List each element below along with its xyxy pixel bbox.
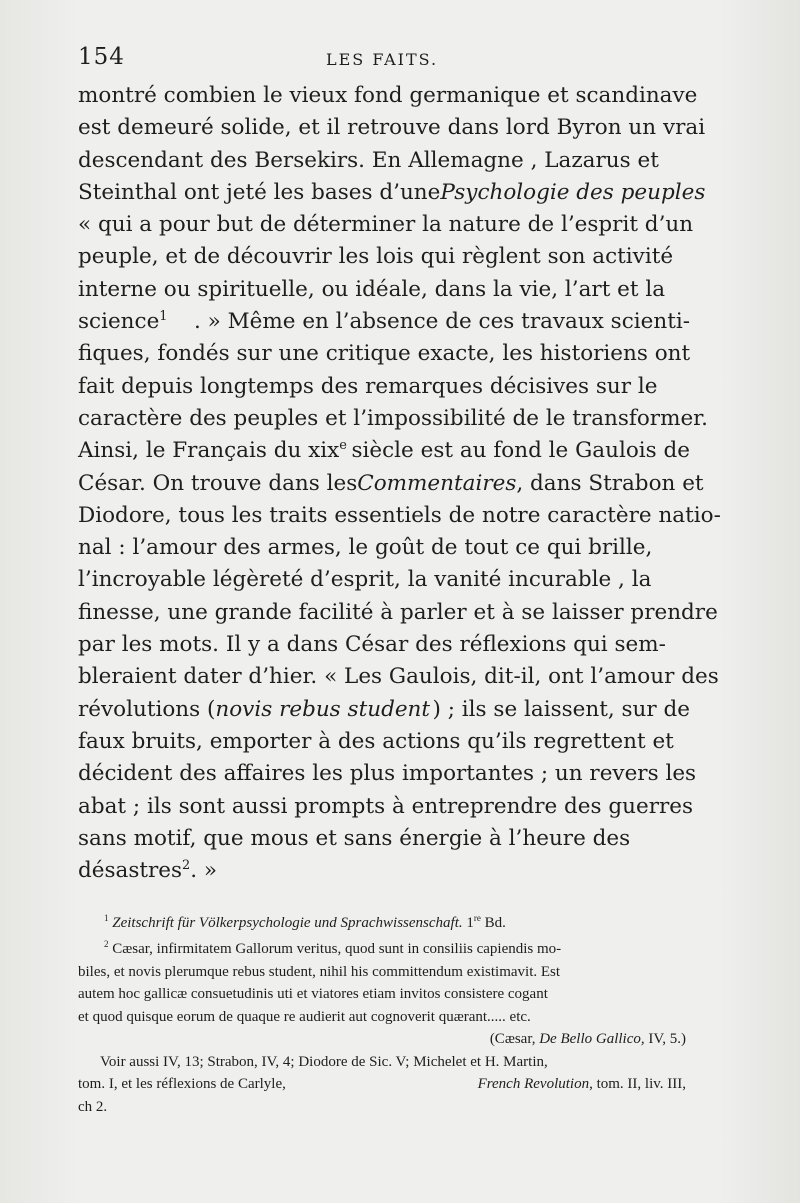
text-line-content: science (78, 309, 160, 335)
text-line (78, 629, 690, 661)
text-line-content: abat ; ils sont aussi prompts à entreprendre des guerres (78, 793, 694, 819)
text-line (78, 468, 704, 500)
text-line (78, 597, 718, 629)
text-line (78, 209, 694, 241)
text-line-content: montré combien le vieux fond germanique et scandinave (78, 83, 698, 108)
text-line-content: sans motif, que mous et sans énergie à l’heure des (78, 825, 631, 851)
text-line-content: . » Même en l’absence de ces travaux scienti- (193, 309, 690, 335)
text-line (78, 564, 690, 596)
text-line-content: désastres (78, 858, 183, 884)
footnote-title: Zeitschrift für Völkerpsychologie und Sprachwissenschaft. (112, 915, 463, 931)
text-line-content: , dans Strabon et (516, 470, 704, 496)
text-line (78, 661, 719, 693)
text-line-content: Ainsi, le Français du xix (78, 438, 340, 464)
text-line-content: décident des affaires les plus importantes ; un revers les (78, 761, 697, 787)
footnote-line: ch 2. (78, 1098, 108, 1115)
footnote-line: Cæsar, infirmitatem Gallorum veritus, quod sunt in consiliis capiendis mo- (112, 941, 562, 957)
text-line-content: par les mots. Il y a dans César des réflexions qui sem- (78, 632, 666, 658)
footnote-ref-1: 1 (159, 308, 168, 324)
text-line (78, 145, 690, 177)
footnote-title: French Revolution (477, 1076, 590, 1092)
text-line-content: bleraient dater d’hier. « Les Gaulois, dit-il, ont l’amour des (78, 664, 719, 690)
body-text (78, 80, 721, 887)
footnote-line: autem hoc gallicæ consuetudinis uti et viatores etiam invitos consistere cogant (78, 986, 548, 1002)
footnote-2: $^2$ Cæsar, infirmitatem Gallorum veritus, quod sunt in consiliis capiendis mo- biles, et novis plerumque rebus student, nihil his committendum existimavit. Est autem hoc gallicæ consuetudinis uti et viatores etiam invitos consistere cogant et quod quisque eorum de quaque re audierit aut cognoverit quærant..... etc. (Cæsar, De Bello Gallico, IV, 5.) Voir aussi IV, 13; Strabon, IV, 4; Diodore de Sic. V; Michelet et H. Martin, tom. I, et les réflexions de Carlyle, French Revolution, tom. II, liv. III, ch 2. (78, 938, 686, 1118)
footnote-ref-2: 2 (182, 857, 191, 873)
running-head: LES FAITS. (326, 50, 439, 69)
footnote-citation: (Cæsar, De Bello Gallico, IV, 5.) (489, 1031, 686, 1047)
text-line-content: finesse, une grande facilité à parler et à se laisser prendre (78, 599, 718, 625)
text-line-content: peuple, et de découvrir les lois qui règlent son activité (78, 244, 674, 270)
text-line-content: César. On trouve dans les (78, 470, 358, 496)
text-line-content: . » (190, 858, 218, 884)
text-line-content: révolutions ( (78, 696, 216, 722)
footnote-line: et quod quisque eorum de quaque re audierit aut cognoverit quærant..... etc. (78, 1008, 531, 1025)
text-line-content: interne ou spirituelle, ou idéale, dans la vie, l’art et la (78, 276, 666, 302)
text-line-content: fiques, fondés sur une critique exacte, les historiens ont (78, 341, 691, 367)
superscript: e (339, 438, 347, 454)
text-line (78, 403, 708, 435)
text-line-content: caractère des peuples et l’impossibilité de le transformer. (78, 405, 708, 431)
footnote-line: tom. I, et les réflexions de Carlyle, (78, 1076, 286, 1092)
text-line-content: est demeuré solide, et il retrouve dans lord Byron un vrai (78, 115, 706, 141)
text-line-content: ) ; ils se laissent, sur de (432, 696, 690, 722)
text-line (78, 338, 690, 370)
footnote-line: biles, et novis plerumque rebus student, nihil his committendum existimavit. Est (78, 963, 561, 980)
text-line-content: faux bruits, emporter à des actions qu’ils regrettent et (78, 728, 674, 754)
italic-title: Commentaires (357, 470, 517, 496)
text-line-content: descendant des Bersekirs. En Allemagne , Lazarus et (78, 147, 659, 173)
text-line (78, 177, 706, 209)
italic-quote: novis rebus student (215, 696, 431, 722)
footnote-mark: 2 (104, 939, 109, 949)
text-line (78, 532, 690, 564)
text-line-content: fait depuis longtemps des remarques décisives sur le (78, 373, 658, 399)
text-line-content: nal : l’amour des armes, le goût de tout ce qui brille, (78, 535, 653, 561)
text-line (78, 726, 690, 758)
italic-title: Psychologie des peuples (440, 179, 706, 205)
text-line (78, 791, 694, 823)
text-line (78, 112, 706, 144)
page-number: 154 (78, 44, 125, 70)
text-line (78, 500, 721, 532)
text-line-content: Steinthal ont jeté les bases d’une (78, 179, 441, 205)
text-line (78, 758, 697, 790)
text-line-content: l’incroyable légèreté d’esprit, la vanité incurable , la (78, 567, 652, 593)
text-line (78, 241, 690, 273)
footnote-mark: 1 (104, 913, 109, 923)
text-line-content: « qui a pour but de déterminer la nature de l’esprit d’un (78, 212, 694, 238)
text-line-content: Diodore, tous les traits essentiels de notre caractère natio- (78, 502, 721, 528)
text-line (78, 306, 690, 338)
text-line (78, 823, 690, 855)
text-line-content: siècle est au fond le Gaulois de (351, 438, 690, 464)
text-line (78, 435, 690, 467)
text-line (78, 371, 690, 403)
text-line (78, 80, 698, 112)
footnote-line: Voir aussi IV, 13; Strabon, IV, 4; Diodore de Sic. V; Michelet et H. Martin, (100, 1053, 548, 1070)
text-line (78, 855, 690, 887)
footnote-1: $^1$ Zeitschrift für Völkerpsychologie und Sprachwissenschaft. 1re Bd. (104, 913, 506, 931)
text-line (78, 694, 690, 726)
text-line (78, 274, 690, 306)
